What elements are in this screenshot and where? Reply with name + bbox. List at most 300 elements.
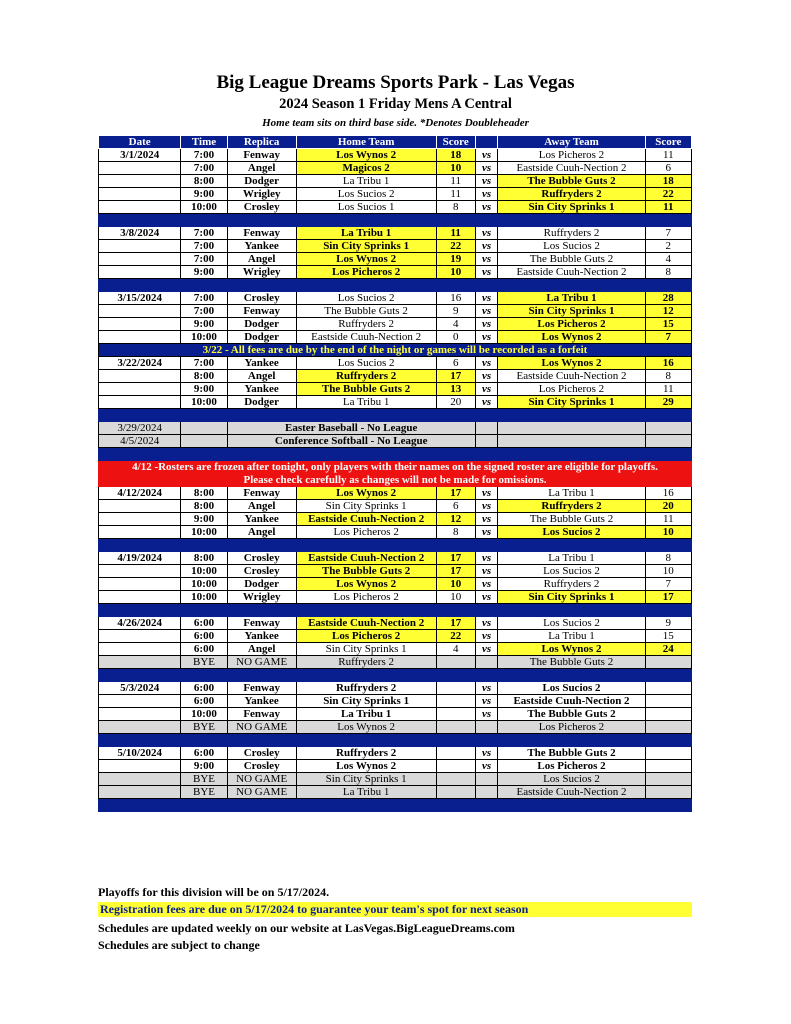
replica-field: Wrigley xyxy=(227,591,296,604)
home-team: La Tribu 1 xyxy=(296,708,436,721)
game-row xyxy=(99,370,692,383)
replica-field: Dodger xyxy=(227,396,296,409)
vs-cell xyxy=(475,786,498,799)
away-score xyxy=(645,682,691,695)
game-date: 3/8/2024 xyxy=(99,227,181,240)
game-row xyxy=(99,162,692,175)
game-row xyxy=(99,591,692,604)
separator-cell xyxy=(99,409,692,422)
separator-cell xyxy=(99,799,692,812)
home-score: 10 xyxy=(436,591,475,604)
replica-field: Yankee xyxy=(227,357,296,370)
empty-cell xyxy=(645,422,691,435)
away-team: The Bubble Guts 2 xyxy=(498,708,645,721)
vs-label: vs xyxy=(475,266,498,279)
away-score xyxy=(645,721,691,734)
away-score: 11 xyxy=(645,149,691,162)
away-score xyxy=(645,786,691,799)
vs-label: vs xyxy=(475,292,498,305)
game-time: 10:00 xyxy=(181,578,227,591)
replica-field: Dodger xyxy=(227,578,296,591)
replica-field: Crosley xyxy=(227,552,296,565)
game-time: 8:00 xyxy=(181,500,227,513)
vs-label: vs xyxy=(475,695,498,708)
vs-label: vs xyxy=(475,552,498,565)
home-team: Ruffryders 2 xyxy=(296,747,436,760)
away-score xyxy=(645,695,691,708)
replica-field: Yankee xyxy=(227,383,296,396)
game-row xyxy=(99,747,692,760)
game-time: 7:00 xyxy=(181,357,227,370)
away-score: 8 xyxy=(645,552,691,565)
away-score: 9 xyxy=(645,617,691,630)
away-team: Los Picheros 2 xyxy=(498,760,645,773)
game-time: 9:00 xyxy=(181,513,227,526)
replica-field: Angel xyxy=(227,253,296,266)
game-date: 3/29/2024 xyxy=(99,422,181,435)
home-score: 4 xyxy=(436,643,475,656)
away-team: La Tribu 1 xyxy=(498,292,645,305)
game-date xyxy=(99,175,181,188)
home-team: Ruffryders 2 xyxy=(296,656,436,669)
game-row xyxy=(99,500,692,513)
game-row xyxy=(99,513,692,526)
home-team: La Tribu 1 xyxy=(296,396,436,409)
separator-cell xyxy=(99,214,692,227)
separator-cell xyxy=(99,448,692,461)
no-game-label: NO GAME xyxy=(227,721,296,734)
away-score: 18 xyxy=(645,175,691,188)
game-date xyxy=(99,383,181,396)
vs-label: vs xyxy=(475,188,498,201)
home-score: 10 xyxy=(436,578,475,591)
game-date xyxy=(99,565,181,578)
game-row xyxy=(99,357,692,370)
home-score: 11 xyxy=(436,188,475,201)
game-time: 6:00 xyxy=(181,747,227,760)
home-team: Los Wynos 2 xyxy=(296,253,436,266)
home-score xyxy=(436,786,475,799)
game-row xyxy=(99,331,692,344)
game-time: 9:00 xyxy=(181,188,227,201)
home-score: 17 xyxy=(436,565,475,578)
game-date xyxy=(99,591,181,604)
vs-label: vs xyxy=(475,370,498,383)
game-time: 7:00 xyxy=(181,149,227,162)
fee-notice: 3/22 - All fees are due by the end of the night or games will be recorded as a forfeit xyxy=(99,344,692,357)
game-row xyxy=(99,305,692,318)
header-row xyxy=(99,136,692,149)
home-score xyxy=(436,682,475,695)
empty-cell xyxy=(498,435,645,448)
away-team: Los Sucios 2 xyxy=(498,617,645,630)
game-date xyxy=(99,201,181,214)
bye-row xyxy=(99,721,692,734)
away-team: Eastside Cuuh-Nection 2 xyxy=(498,266,645,279)
replica-field: Yankee xyxy=(227,513,296,526)
home-score xyxy=(436,695,475,708)
away-team: Los Sucios 2 xyxy=(498,240,645,253)
away-score: 8 xyxy=(645,266,691,279)
home-score xyxy=(436,721,475,734)
home-score: 6 xyxy=(436,500,475,513)
away-team: La Tribu 1 xyxy=(498,552,645,565)
replica-field: Fenway xyxy=(227,708,296,721)
game-date: 3/15/2024 xyxy=(99,292,181,305)
away-score: 7 xyxy=(645,578,691,591)
game-time: 7:00 xyxy=(181,305,227,318)
week-separator xyxy=(99,448,692,461)
change-note: Schedules are subject to change xyxy=(98,938,260,952)
home-score: 18 xyxy=(436,149,475,162)
header-vs xyxy=(475,136,498,149)
replica-field: Dodger xyxy=(227,331,296,344)
week-separator xyxy=(99,279,692,292)
game-date: 5/3/2024 xyxy=(99,682,181,695)
away-score xyxy=(645,747,691,760)
roster-notice: Please check carefully as changes will not be made for omissions. xyxy=(99,474,692,487)
home-score: 8 xyxy=(436,201,475,214)
game-date xyxy=(99,253,181,266)
home-score: 10 xyxy=(436,266,475,279)
empty-cell xyxy=(645,435,691,448)
game-time: 9:00 xyxy=(181,760,227,773)
game-date: 3/1/2024 xyxy=(99,149,181,162)
bye-row xyxy=(99,773,692,786)
replica-field: Dodger xyxy=(227,318,296,331)
away-score: 7 xyxy=(645,331,691,344)
away-team: The Bubble Guts 2 xyxy=(498,253,645,266)
vs-label: vs xyxy=(475,708,498,721)
vs-label: vs xyxy=(475,643,498,656)
game-time: 10:00 xyxy=(181,565,227,578)
away-team: Sin City Sprinks 1 xyxy=(498,591,645,604)
away-score: 28 xyxy=(645,292,691,305)
game-time: 6:00 xyxy=(181,630,227,643)
week-separator xyxy=(99,799,692,812)
header-away-score: Score xyxy=(645,136,691,149)
away-score: 10 xyxy=(645,526,691,539)
replica-field: Dodger xyxy=(227,175,296,188)
season-subtitle: 2024 Season 1 Friday Mens A Central xyxy=(279,96,512,112)
home-team: Ruffryders 2 xyxy=(296,370,436,383)
playoffs-note: Playoffs for this division will be on 5/17/2024. xyxy=(98,885,330,899)
home-team: La Tribu 1 xyxy=(296,175,436,188)
bye-label: BYE xyxy=(181,773,227,786)
home-team: Los Wynos 2 xyxy=(296,721,436,734)
away-team: Eastside Cuuh-Nection 2 xyxy=(498,786,645,799)
game-time: 10:00 xyxy=(181,396,227,409)
replica-field: Wrigley xyxy=(227,188,296,201)
home-team: Los Sucios 2 xyxy=(296,292,436,305)
game-row xyxy=(99,617,692,630)
home-score: 6 xyxy=(436,357,475,370)
replica-field: Crosley xyxy=(227,747,296,760)
home-team: Los Wynos 2 xyxy=(296,487,436,500)
home-score: 11 xyxy=(436,227,475,240)
vs-label: vs xyxy=(475,500,498,513)
home-team: Los Picheros 2 xyxy=(296,526,436,539)
bye-row xyxy=(99,656,692,669)
vs-label: vs xyxy=(475,149,498,162)
game-time: 7:00 xyxy=(181,292,227,305)
game-date xyxy=(99,266,181,279)
home-team: Los Sucios 1 xyxy=(296,201,436,214)
home-team: Los Picheros 2 xyxy=(296,591,436,604)
roster-notice-row xyxy=(99,461,692,474)
away-score xyxy=(645,708,691,721)
vs-label: vs xyxy=(475,162,498,175)
home-team: Sin City Sprinks 1 xyxy=(296,695,436,708)
vs-label: vs xyxy=(475,565,498,578)
home-score: 16 xyxy=(436,292,475,305)
away-score: 16 xyxy=(645,357,691,370)
replica-field: Angel xyxy=(227,370,296,383)
away-team: The Bubble Guts 2 xyxy=(498,175,645,188)
vs-label: vs xyxy=(475,227,498,240)
game-date xyxy=(99,396,181,409)
game-row xyxy=(99,565,692,578)
home-score xyxy=(436,708,475,721)
week-separator xyxy=(99,214,692,227)
separator-cell xyxy=(99,539,692,552)
game-row xyxy=(99,396,692,409)
away-score: 8 xyxy=(645,370,691,383)
game-time: 7:00 xyxy=(181,162,227,175)
empty-cell xyxy=(475,435,498,448)
away-team: Los Picheros 2 xyxy=(498,721,645,734)
separator-cell xyxy=(99,604,692,617)
game-time: 6:00 xyxy=(181,617,227,630)
replica-field: Yankee xyxy=(227,630,296,643)
home-score: 9 xyxy=(436,305,475,318)
away-score: 11 xyxy=(645,201,691,214)
game-row xyxy=(99,526,692,539)
replica-field: Angel xyxy=(227,643,296,656)
away-team: The Bubble Guts 2 xyxy=(498,656,645,669)
bye-row xyxy=(99,786,692,799)
vs-label: vs xyxy=(475,331,498,344)
home-score: 0 xyxy=(436,331,475,344)
game-time: 10:00 xyxy=(181,591,227,604)
separator-cell xyxy=(99,279,692,292)
game-date xyxy=(99,643,181,656)
away-score: 11 xyxy=(645,383,691,396)
away-team: Ruffryders 2 xyxy=(498,188,645,201)
game-time: 8:00 xyxy=(181,487,227,500)
vs-label: vs xyxy=(475,357,498,370)
home-score xyxy=(436,760,475,773)
home-score: 13 xyxy=(436,383,475,396)
game-row xyxy=(99,383,692,396)
vs-label: vs xyxy=(475,383,498,396)
vs-cell xyxy=(475,773,498,786)
away-team: Los Sucios 2 xyxy=(498,526,645,539)
vs-label: vs xyxy=(475,396,498,409)
game-row xyxy=(99,760,692,773)
separator-cell xyxy=(99,669,692,682)
away-score: 29 xyxy=(645,396,691,409)
game-date xyxy=(99,305,181,318)
home-team: Sin City Sprinks 1 xyxy=(296,643,436,656)
game-date: 5/10/2024 xyxy=(99,747,181,760)
empty-cell xyxy=(181,435,227,448)
home-score: 17 xyxy=(436,487,475,500)
no-league-row xyxy=(99,435,692,448)
game-row xyxy=(99,201,692,214)
vs-label: vs xyxy=(475,175,498,188)
game-date: 4/19/2024 xyxy=(99,552,181,565)
home-team: Sin City Sprinks 1 xyxy=(296,500,436,513)
game-row xyxy=(99,630,692,643)
game-time: 7:00 xyxy=(181,240,227,253)
away-team: The Bubble Guts 2 xyxy=(498,513,645,526)
replica-field: Fenway xyxy=(227,682,296,695)
vs-label: vs xyxy=(475,747,498,760)
away-team: Los Wynos 2 xyxy=(498,357,645,370)
header-home-score: Score xyxy=(436,136,475,149)
home-team: Los Sucios 2 xyxy=(296,188,436,201)
vs-cell xyxy=(475,656,498,669)
vs-label: vs xyxy=(475,201,498,214)
no-game-label: NO GAME xyxy=(227,656,296,669)
game-row xyxy=(99,292,692,305)
home-score: 10 xyxy=(436,162,475,175)
game-date xyxy=(99,240,181,253)
away-team: The Bubble Guts 2 xyxy=(498,747,645,760)
away-team: Los Sucios 2 xyxy=(498,565,645,578)
home-team: Los Wynos 2 xyxy=(296,760,436,773)
replica-field: Fenway xyxy=(227,227,296,240)
no-league-label: Conference Softball - No League xyxy=(227,435,475,448)
game-time: 10:00 xyxy=(181,201,227,214)
game-time: 10:00 xyxy=(181,708,227,721)
away-team: Eastside Cuuh-Nection 2 xyxy=(498,695,645,708)
vs-label: vs xyxy=(475,526,498,539)
roster-notice-row xyxy=(99,474,692,487)
game-time: 6:00 xyxy=(181,695,227,708)
replica-field: Crosley xyxy=(227,565,296,578)
away-score: 12 xyxy=(645,305,691,318)
away-team: La Tribu 1 xyxy=(498,487,645,500)
game-time: 10:00 xyxy=(181,331,227,344)
home-score: 20 xyxy=(436,396,475,409)
home-team: Ruffryders 2 xyxy=(296,682,436,695)
away-team: Los Picheros 2 xyxy=(498,149,645,162)
game-time: 7:00 xyxy=(181,253,227,266)
vs-label: vs xyxy=(475,513,498,526)
home-score: 22 xyxy=(436,630,475,643)
page-title: Big League Dreams Sports Park - Las Vegas xyxy=(216,72,575,93)
week-separator xyxy=(99,669,692,682)
vs-label: vs xyxy=(475,253,498,266)
home-team: Los Picheros 2 xyxy=(296,266,436,279)
home-team: Eastside Cuuh-Nection 2 xyxy=(296,552,436,565)
away-team: Ruffryders 2 xyxy=(498,227,645,240)
away-score: 2 xyxy=(645,240,691,253)
game-time: 9:00 xyxy=(181,318,227,331)
roster-notice: 4/12 -Rosters are frozen after tonight, only players with their names on the signed roster are eligible for playoffs. xyxy=(99,461,692,474)
vs-label: vs xyxy=(475,318,498,331)
game-date xyxy=(99,786,181,799)
game-row xyxy=(99,188,692,201)
game-date: 3/22/2024 xyxy=(99,357,181,370)
game-date xyxy=(99,760,181,773)
away-score: 24 xyxy=(645,643,691,656)
week-separator xyxy=(99,604,692,617)
game-row xyxy=(99,240,692,253)
schedule-note: Home team sits on third base side. *Denotes Doubleheader xyxy=(262,117,529,129)
home-team: La Tribu 1 xyxy=(296,227,436,240)
home-score: 4 xyxy=(436,318,475,331)
home-team: The Bubble Guts 2 xyxy=(296,565,436,578)
game-date xyxy=(99,721,181,734)
bye-label: BYE xyxy=(181,656,227,669)
home-team: The Bubble Guts 2 xyxy=(296,305,436,318)
away-team: Ruffryders 2 xyxy=(498,578,645,591)
game-date xyxy=(99,695,181,708)
vs-label: vs xyxy=(475,305,498,318)
away-team: Eastside Cuuh-Nection 2 xyxy=(498,162,645,175)
replica-field: Crosley xyxy=(227,760,296,773)
website-note: Schedules are updated weekly on our website at LasVegas.BigLeagueDreams.com xyxy=(98,921,515,935)
home-score xyxy=(436,773,475,786)
game-date xyxy=(99,513,181,526)
empty-cell xyxy=(181,422,227,435)
game-date xyxy=(99,318,181,331)
game-row xyxy=(99,695,692,708)
home-team: Eastside Cuuh-Nection 2 xyxy=(296,513,436,526)
home-score: 11 xyxy=(436,175,475,188)
home-team: Los Picheros 2 xyxy=(296,630,436,643)
home-team: Magicos 2 xyxy=(296,162,436,175)
replica-field: Wrigley xyxy=(227,266,296,279)
away-team: Sin City Sprinks 1 xyxy=(498,396,645,409)
away-score: 4 xyxy=(645,253,691,266)
home-team: Sin City Sprinks 1 xyxy=(296,240,436,253)
home-team: Sin City Sprinks 1 xyxy=(296,773,436,786)
schedule-body xyxy=(99,149,692,812)
empty-cell xyxy=(475,422,498,435)
game-row xyxy=(99,227,692,240)
no-league-row xyxy=(99,422,692,435)
away-score xyxy=(645,773,691,786)
away-team: Los Picheros 2 xyxy=(498,318,645,331)
away-score: 16 xyxy=(645,487,691,500)
game-date: 4/26/2024 xyxy=(99,617,181,630)
game-time: 7:00 xyxy=(181,227,227,240)
replica-field: Angel xyxy=(227,500,296,513)
away-score: 10 xyxy=(645,565,691,578)
game-date xyxy=(99,578,181,591)
game-date xyxy=(99,162,181,175)
game-row xyxy=(99,708,692,721)
game-date xyxy=(99,630,181,643)
game-time: 9:00 xyxy=(181,266,227,279)
bye-label: BYE xyxy=(181,786,227,799)
header-date: Date xyxy=(99,136,181,149)
away-team: Sin City Sprinks 1 xyxy=(498,305,645,318)
replica-field: Fenway xyxy=(227,487,296,500)
home-team: The Bubble Guts 2 xyxy=(296,383,436,396)
home-team: La Tribu 1 xyxy=(296,786,436,799)
home-team: Los Wynos 2 xyxy=(296,149,436,162)
separator-cell xyxy=(99,734,692,747)
header-replica: Replica xyxy=(227,136,296,149)
game-row xyxy=(99,266,692,279)
away-team: La Tribu 1 xyxy=(498,630,645,643)
no-game-label: NO GAME xyxy=(227,773,296,786)
